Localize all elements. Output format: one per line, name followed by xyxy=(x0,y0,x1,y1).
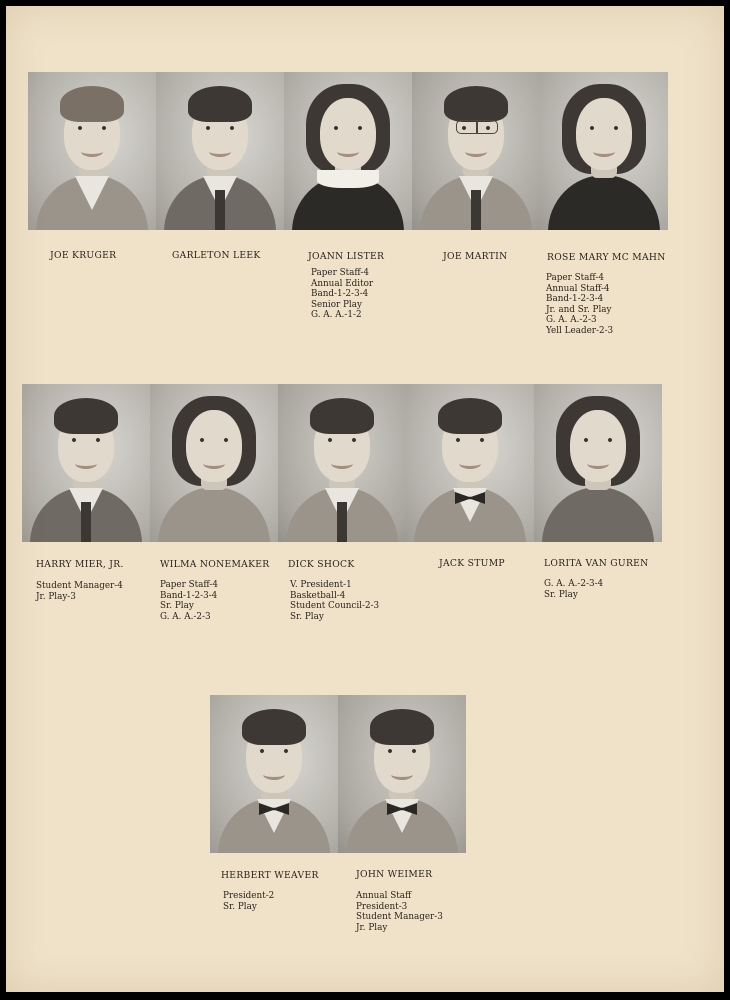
activity-item: Sr. Play xyxy=(544,589,578,600)
student-name: DICK SHOCK xyxy=(288,559,355,570)
student-name: LORITA VAN GUREN xyxy=(544,558,649,569)
student-name: GARLETON LEEK xyxy=(172,250,261,261)
portrait-herbert-weaver xyxy=(210,695,338,853)
activity-item: Sr. Play xyxy=(290,611,324,622)
activity-item: Student Council-2-3 xyxy=(290,601,380,612)
activity-item: Basketball-4 xyxy=(290,590,346,601)
activity-item: Paper Staff-4 xyxy=(546,273,604,283)
activity-item: Student Manager-3 xyxy=(356,912,443,923)
photo-strip-row2 xyxy=(22,384,662,542)
activity-list xyxy=(311,268,373,321)
portrait-joann-lister xyxy=(284,72,412,230)
activity-list xyxy=(356,891,443,933)
student-name: JACK STUMP xyxy=(439,558,505,569)
portrait-garleton-leek xyxy=(156,72,284,230)
activity-item: Student Manager-4 xyxy=(36,581,123,591)
activity-list xyxy=(223,891,274,912)
portrait-john-weimer xyxy=(338,695,466,853)
student-name: HERBERT WEAVER xyxy=(221,870,319,881)
activity-item: Annual Editor xyxy=(311,278,374,289)
activity-item: Paper Staff-4 xyxy=(311,268,369,278)
activity-list xyxy=(36,581,123,602)
activity-item: Band-1-2-3-4 xyxy=(546,294,604,305)
activity-item: G. A. A.-1-2 xyxy=(311,310,362,321)
activity-item: Annual Staff-4 xyxy=(546,283,610,294)
activity-item: Senior Play xyxy=(311,299,362,310)
activity-item: G. A. A.-2-3-4 xyxy=(544,579,604,589)
student-name: HARRY MIER, JR. xyxy=(36,559,124,570)
activity-item: G. A. A.-2-3 xyxy=(160,611,211,622)
student-name: JOHN WEIMER xyxy=(356,869,433,880)
activity-item: V. President-1 xyxy=(290,580,352,590)
activity-list xyxy=(546,273,613,337)
activity-item: Band-1-2-3-4 xyxy=(160,590,218,601)
portrait-wilma-nonemaker xyxy=(150,384,278,542)
activity-list xyxy=(160,580,218,622)
activity-item: Jr. and Sr. Play xyxy=(546,304,612,315)
portrait-joe-kruger xyxy=(28,72,156,230)
activity-item: Band-1-2-3-4 xyxy=(311,289,369,300)
activity-item: Sr. Play xyxy=(160,601,194,612)
activity-list xyxy=(544,579,603,600)
activity-item: Sr. Play xyxy=(223,901,257,912)
activity-item: Yell Leader-2-3 xyxy=(546,325,614,336)
activity-list xyxy=(290,580,379,622)
activity-item: Jr. Play-3 xyxy=(36,591,76,602)
activity-item: Jr. Play xyxy=(356,922,388,933)
yearbook-page xyxy=(6,6,724,992)
activity-item: G. A. A.-2-3 xyxy=(546,315,597,326)
photo-strip-row3 xyxy=(210,695,466,853)
student-name: JOANN LISTER xyxy=(308,251,385,262)
student-name: WILMA NONEMAKER xyxy=(160,559,270,570)
activity-item: President-3 xyxy=(356,901,408,912)
portrait-joe-martin xyxy=(412,72,540,230)
activity-item: Paper Staff-4 xyxy=(160,580,218,590)
portrait-lorita-van-guren xyxy=(534,384,662,542)
student-name: ROSE MARY MC MAHN xyxy=(547,252,666,263)
portrait-harry-mier-jr xyxy=(22,384,150,542)
portrait-jack-stump xyxy=(406,384,534,542)
photo-strip-row1 xyxy=(28,72,668,230)
student-name: JOE KRUGER xyxy=(50,250,117,261)
activity-item: President-2 xyxy=(223,891,275,901)
portrait-dick-shock xyxy=(278,384,406,542)
portrait-rose-mary-mc-mahn xyxy=(540,72,668,230)
student-name: JOE MARTIN xyxy=(443,251,508,262)
activity-item: Annual Staff xyxy=(356,891,412,901)
